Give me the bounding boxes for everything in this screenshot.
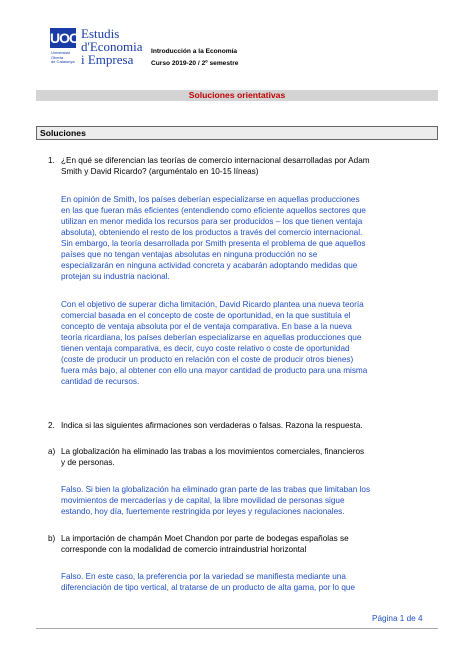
course-title: Introducción a la Economía <box>151 48 238 55</box>
answer-1b-line: comercial basada en el concepto de coste de oportunidad, en la que sustituía el <box>61 311 351 320</box>
item-b-answer-line: Falso. En este caso, la preferencia por la variedad se manifiesta mediante una <box>61 572 346 581</box>
item-a-answer-line: estando, hoy día, fuertemente restringida por leyes y regulaciones nacionales. <box>61 507 345 516</box>
answer-1-line: países que no tengan ventajas absolutas en ninguna producción no se <box>61 250 318 259</box>
page-title: Soluciones orientativas <box>188 90 286 100</box>
logo-mark: UOC <box>50 30 79 46</box>
logo-university-name: Universitat Oberta de Catalunya <box>51 50 75 65</box>
item-a-line: y de personas. <box>61 458 115 467</box>
item-a-answer-line: movimientos de mercaderías y de capital, la libre movilidad de personas sigue <box>61 496 345 505</box>
answer-1b-line: fuera más bajo, al obtener con ello una mayor cantidad de producto para una misma <box>61 366 368 375</box>
answer-1b-line: tienen ventaja comparativa, es decir, cuyo coste relativo o coste de oportunidad <box>61 344 350 353</box>
answer-1-line: especializarán en ninguna actividad concreta y acabarán adoptando medidas que <box>61 261 358 270</box>
question-2-number: 2. <box>48 421 55 430</box>
course-period: Curso 2019-20 / 2º semestre <box>151 60 239 67</box>
page-number: Página 1 de 4 <box>372 614 423 623</box>
answer-1b-line: teoría ricardiana, los países deberían especializarse en aquellas producciones que <box>61 333 362 342</box>
question-2-text: Indica si las siguientes afirmaciones son verdaderas o falsas. Razona la respuesta. <box>61 421 363 430</box>
item-a-line: La globalización ha eliminado las trabas a los movimientos comerciales, financieros <box>61 447 365 456</box>
answer-1-line: Sin embargo, la teoría desarrollada por Smith presenta el problema de que aquellos <box>61 239 366 248</box>
item-a-answer-line: Falso. Si bien la globalización ha eliminado gran parte de las trabas que limitaban los <box>61 485 371 494</box>
item-b-answer-line: diferenciación de tipo vertical, al tratarse de un producto de alta gama, por lo que <box>61 583 356 592</box>
footer-divider <box>36 628 438 629</box>
question-1-number: 1. <box>48 156 55 165</box>
question-1-line: ¿En qué se diferencian las teorías de comercio internacional desarrolladas por Adam <box>61 156 370 165</box>
title-band <box>36 90 438 101</box>
section-title: Soluciones <box>40 128 86 138</box>
section-header <box>36 126 438 140</box>
answer-1-line: protejan su industria nacional. <box>61 272 170 281</box>
answer-1b-line: concepto de ventaja absoluta por el de ventaja comparativa. En base a la nueva <box>61 322 352 331</box>
item-b-line: La importación de champán Moet Chandon por parte de bodegas españolas se <box>61 534 349 543</box>
answer-1b-line: cantidad de recursos. <box>61 377 140 386</box>
item-a-label: a) <box>48 447 56 456</box>
answer-1-line: En opinión de Smith, los países deberían especializarse en aquellas producciones <box>61 195 360 204</box>
question-1-line: Smith y David Ricardo? (arguméntalo en 10-15 líneas) <box>61 167 259 176</box>
answer-1-line: utilizan en menor medida los recursos para ser producidos – los que tienen ventaja <box>61 217 363 226</box>
logo-faculty-name: Estudis d'Economia i Empresa <box>81 26 143 67</box>
item-b-line: corresponde con la modalidad de comercio intraindustrial horizontal <box>61 545 307 554</box>
answer-1-line: absoluta), obteniendo el resto de los productos a través del comercio internacional. <box>61 228 363 237</box>
answer-1b-line: (coste de producir un producto en relación con el coste de producir otros bienes) <box>61 355 354 364</box>
item-b-label: b) <box>48 534 56 543</box>
answer-1b-line: Con el objetivo de superar dicha limitación, David Ricardo plantea una nueva teoría <box>61 300 364 309</box>
course-info <box>151 46 238 70</box>
uoc-logo <box>50 28 160 68</box>
answer-1-line: en las que fueran más eficientes (entendiendo como eficiente aquellos sectores que <box>61 206 366 215</box>
